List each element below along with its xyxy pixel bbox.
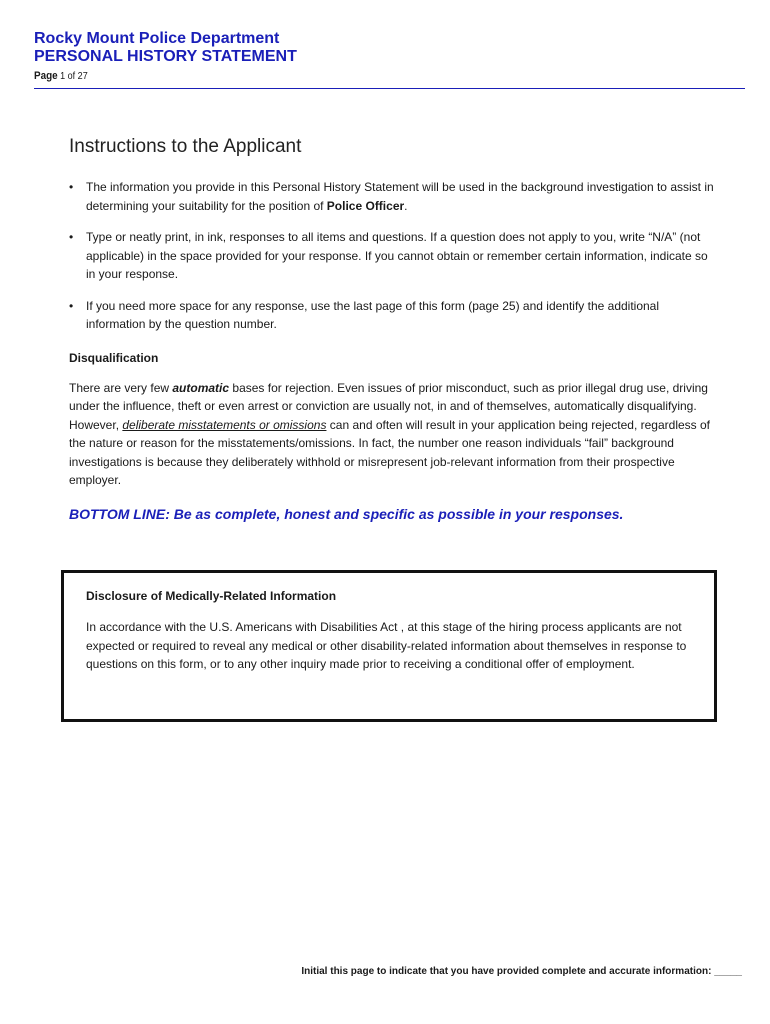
initial-line: Initial this page to indicate that you have provided complete and accurate information: _____	[301, 966, 742, 977]
page-indicator	[34, 70, 674, 82]
instruction-item	[69, 228, 719, 284]
instructions-list	[69, 178, 719, 334]
header-divider	[34, 88, 745, 89]
form-title: PERSONAL HISTORY STATEMENT	[34, 48, 297, 65]
instructions-title: Instructions to the Applicant	[69, 136, 302, 157]
position-name: Police Officer	[326, 198, 405, 213]
instruction-text: If you need more space for any response, use the last page of this form (page 25) and identify the additional information by the question number.	[86, 298, 660, 331]
department-name: Rocky Mount Police Department	[34, 30, 280, 47]
misstatements-emphasis: deliberate misstatements or omissions	[122, 417, 327, 432]
bullet-icon: •	[69, 230, 74, 244]
instruction-text-end: .	[404, 198, 408, 213]
disclosure-box	[61, 570, 717, 722]
instruction-item	[69, 178, 719, 215]
bullet-icon: •	[69, 180, 74, 194]
instruction-text: Type or neatly print, in ink, responses to all items and questions. If a question does not apply to you, write “N/A” (not applicable) in the space provided for your response. If you cannot obtain or remember certain information, indicate so in your response.	[86, 230, 708, 281]
bottom-line-label: BOTTOM LINE	[69, 505, 166, 522]
dq-text-part: can and often will result in your application being rejected, regardless of the nature or reason for the misstatements/omissions. In fact, the number one reason individuals “fail” background investigations is because they deliberately withhold or misrepresent job-relevant information from their prospective employer.	[69, 417, 711, 487]
bottom-line-text: : Be as complete, honest and specific as possible in your responses.	[165, 505, 624, 522]
automatic-emphasis: automatic	[172, 380, 230, 395]
disclosure-title: Disclosure of Medically-Related Information	[86, 589, 337, 603]
bottom-line	[69, 506, 719, 522]
main-content	[69, 136, 719, 522]
dq-text-part: There are very few	[69, 380, 173, 395]
instruction-item	[69, 297, 719, 334]
disclosure-text: In accordance with the U.S. Americans with Disabilities Act , at this stage of the hiring process applicants are not expected or required to reveal any medical or other disability-related information about themselves in response to questions on this form, or to any other inquiry made prior to receiving a conditional offer of employment.	[86, 620, 687, 671]
instruction-text: The information you provide in this Personal History Statement will be used in the background investigation to assist in determining your suitability for the position of	[86, 180, 714, 213]
page-label: Page	[34, 70, 58, 82]
document-header	[34, 30, 745, 82]
dq-text-part: bases for rejection. Even issues of prior misconduct, such as prior illegal drug use, driving under the influence, theft or even arrest or conviction are usually not, in and of themselves, automatically disqualifying. However,	[69, 380, 708, 432]
disqualification-text	[69, 379, 719, 490]
bullet-icon: •	[69, 298, 74, 313]
disqualification-title: Disqualification	[69, 350, 159, 365]
page-number: 1 of 27	[60, 71, 88, 82]
